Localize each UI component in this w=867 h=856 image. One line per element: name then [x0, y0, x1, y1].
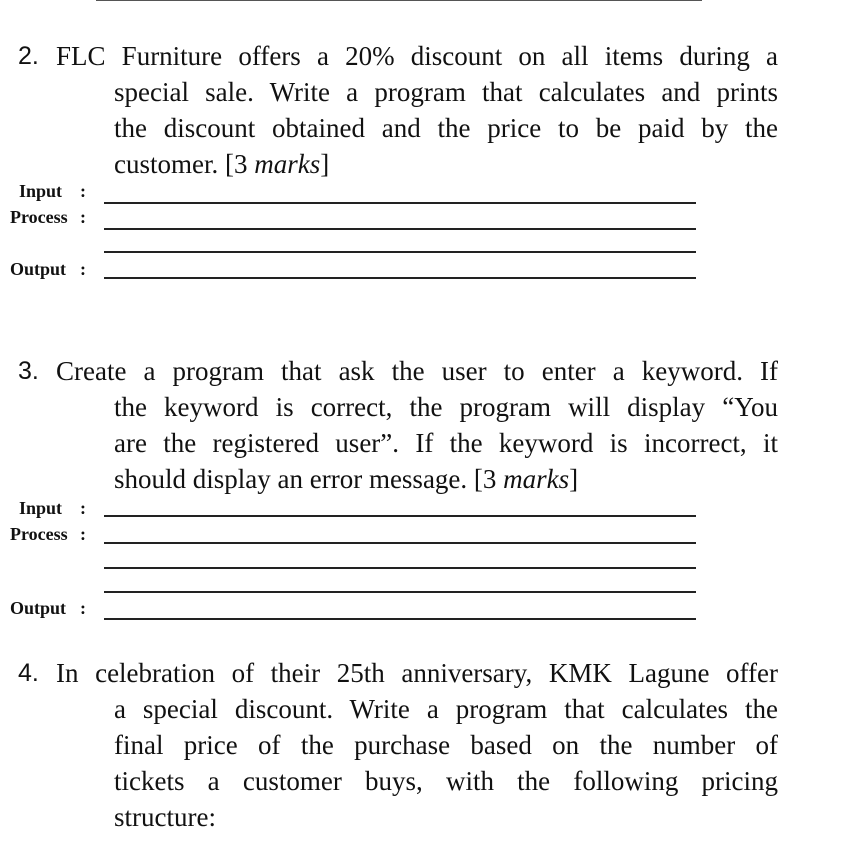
- top-divider: [96, 0, 702, 1]
- question-3-process-field: [10, 523, 100, 545]
- question-2-output-answer-line[interactable]: [104, 277, 696, 279]
- question-3-number: 3.: [18, 357, 39, 385]
- question-2-process-answer-line-2[interactable]: [104, 251, 696, 253]
- question-3-output-answer-line[interactable]: [104, 618, 696, 620]
- question-3-output-label: Output: [10, 598, 67, 618]
- question-4: [18, 655, 778, 835]
- question-2-input-colon: :: [80, 181, 86, 201]
- question-3-line-2: the keyword is correct, the program will display “You: [114, 392, 778, 422]
- question-3-process-answer-line-1[interactable]: [104, 542, 696, 544]
- question-4-line-1: In celebration of their 25th anniversary, KMK Lagune offer: [56, 658, 778, 688]
- question-2-output-label: Output: [10, 259, 67, 279]
- question-3-process-colon: :: [80, 524, 86, 544]
- question-2-input-label: Input: [19, 181, 63, 201]
- question-3-last-line-text: should display an error message. [3: [114, 464, 504, 494]
- question-2-output-colon: :: [80, 259, 86, 279]
- question-2-last-line-text: customer. [3: [114, 149, 255, 179]
- question-2: [18, 38, 778, 182]
- question-2-output-field: [10, 258, 100, 280]
- question-3-line-1: Create a program that ask the user to enter a keyword. If: [56, 356, 778, 386]
- question-2-first-line: [18, 38, 778, 74]
- question-3-output-field: [10, 597, 100, 619]
- question-2-process-field: [10, 206, 100, 228]
- question-4-number: 4.: [18, 659, 39, 687]
- question-3-process-label: Process: [10, 524, 68, 544]
- question-3-marks: marks: [503, 464, 570, 494]
- question-3-process-answer-line-3[interactable]: [104, 591, 696, 593]
- question-4-line-5: structure:: [114, 802, 216, 832]
- question-3-first-line: [18, 353, 778, 389]
- question-4-first-line: [18, 655, 778, 691]
- question-3-line-3: are the registered user”. If the keyword is incorrect, it: [114, 428, 778, 458]
- question-3-input-field: [10, 497, 100, 519]
- question-3-input-colon: :: [80, 498, 86, 518]
- question-3-process-answer-line-2[interactable]: [104, 567, 696, 569]
- question-2-marks: marks: [254, 149, 321, 179]
- question-4-line-2: a special discount. Write a program that calculates the: [114, 694, 778, 724]
- question-2-input-answer-line[interactable]: [104, 202, 696, 204]
- question-4-line-3: final price of the purchase based on the number of: [114, 730, 778, 760]
- question-2-line-1: FLC Furniture offers a 20% discount on all items during a: [56, 41, 778, 71]
- question-2-number: 2.: [18, 42, 39, 70]
- question-4-line-4: tickets a customer buys, with the following pricing: [114, 766, 778, 796]
- question-3: [18, 353, 778, 497]
- question-2-line-3: the discount obtained and the price to be paid by the: [114, 113, 778, 143]
- question-2-marks-close: ]: [320, 149, 330, 179]
- question-2-input-field: [10, 180, 100, 202]
- question-3-marks-close: ]: [569, 464, 579, 494]
- question-3-input-label: Input: [19, 498, 63, 518]
- question-3-input-answer-line[interactable]: [104, 515, 696, 517]
- question-2-process-label: Process: [10, 207, 68, 227]
- question-2-process-answer-line-1[interactable]: [104, 228, 696, 230]
- question-3-output-colon: :: [80, 598, 86, 618]
- question-2-process-colon: :: [80, 207, 86, 227]
- question-2-line-4: [18, 146, 778, 182]
- question-3-line-4: [18, 461, 778, 497]
- question-2-line-2: special sale. Write a program that calculates and prints: [114, 77, 778, 107]
